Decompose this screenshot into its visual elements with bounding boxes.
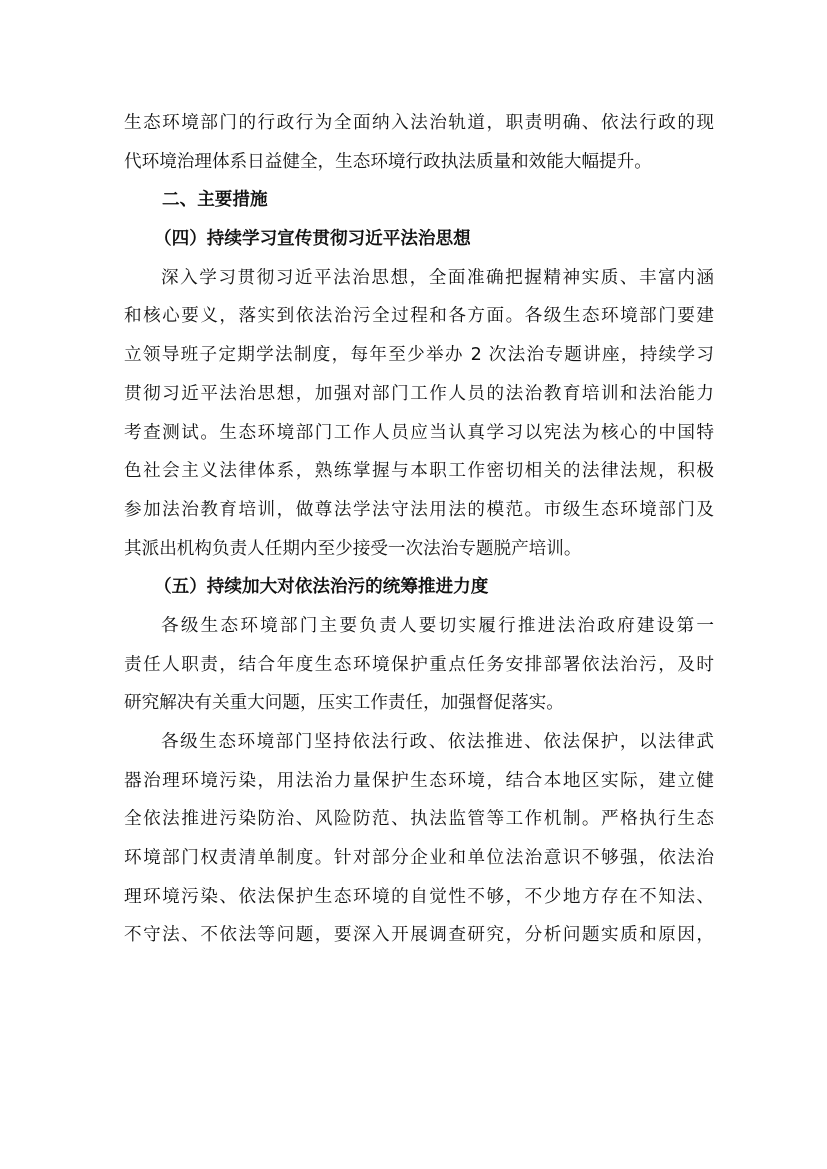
text-line: 生态环境部门的行政行为全面纳入法治轨道，职责明确、依法行政的现 — [124, 113, 714, 133]
text-line: 不守法、不依法等问题，要深入开展调查研究，分析问题实质和原因， — [124, 925, 714, 946]
document-body — [124, 104, 714, 955]
text-line: 立领导班子定期学法制度，每年至少举办 2 次法治专题讲座，持续学习 — [124, 345, 714, 366]
text-line: 深入学习贯彻习近平法治思想，全面准确把握精神实质、丰富内涵 — [161, 267, 714, 288]
text-line: 各级生态环境部门主要负责人要切实履行推进法治政府建设第一 — [161, 615, 714, 636]
text-line: 其派出机构负责人任期内至少接受一次法治专题脱产培训。 — [124, 538, 582, 559]
text-line: 全依法推进污染防治、风险防范、执法监管等工作机制。严格执行生态 — [124, 809, 714, 830]
text-line: 色社会主义法律体系，熟练掌握与本职工作密切相关的法律法规，积极 — [124, 461, 714, 482]
text-line: 器治理环境污染，用法治力量保护生态环境，结合本地区实际，建立健 — [124, 770, 714, 791]
text-line: 贯彻习近平法治思想，加强对部门工作人员的法治教育培训和法治能力 — [124, 383, 714, 404]
text-line: 参加法治教育培训，做尊法学法守法用法的模范。市级生态环境部门及 — [124, 499, 714, 520]
text-line: 责任人职责，结合年度生态环境保护重点任务安排部署依法治污，及时 — [124, 654, 714, 675]
subsection-heading-5: （五）持续加大对依法治污的统筹推进力度 — [154, 577, 489, 598]
text-line: 考查测试。生态环境部门工作人员应当认真学习以宪法为核心的中国特 — [124, 422, 714, 443]
subsection-5-paragraph-1 — [124, 607, 714, 723]
text-line: 研究解决有关重大问题，压实工作责任，加强督促落实。 — [124, 693, 564, 714]
text-line: 各级生态环境部门坚持依法行政、依法推进、依法保护，以法律武 — [161, 732, 714, 752]
continuation-paragraph — [124, 104, 714, 181]
subsection-heading-4: （四）持续学习宣传贯彻习近平法治思想 — [154, 229, 471, 250]
subsection-4-paragraph — [124, 259, 714, 569]
text-line: 环境部门权责清单制度。针对部分企业和单位法治意识不够强，依法治 — [124, 848, 714, 869]
text-line: 代环境治理体系日益健全，生态环境行政执法质量和效能大幅提升。 — [124, 151, 652, 172]
text-line: 和核心要义，落实到依法治污全过程和各方面。各级生态环境部门要建 — [124, 306, 714, 327]
text-line: 理环境污染、依法保护生态环境的自觉性不够，不少地方存在不知法、 — [124, 886, 714, 907]
section-heading: 二、主要措施 — [162, 190, 268, 211]
subsection-5-paragraph-2 — [124, 723, 714, 955]
